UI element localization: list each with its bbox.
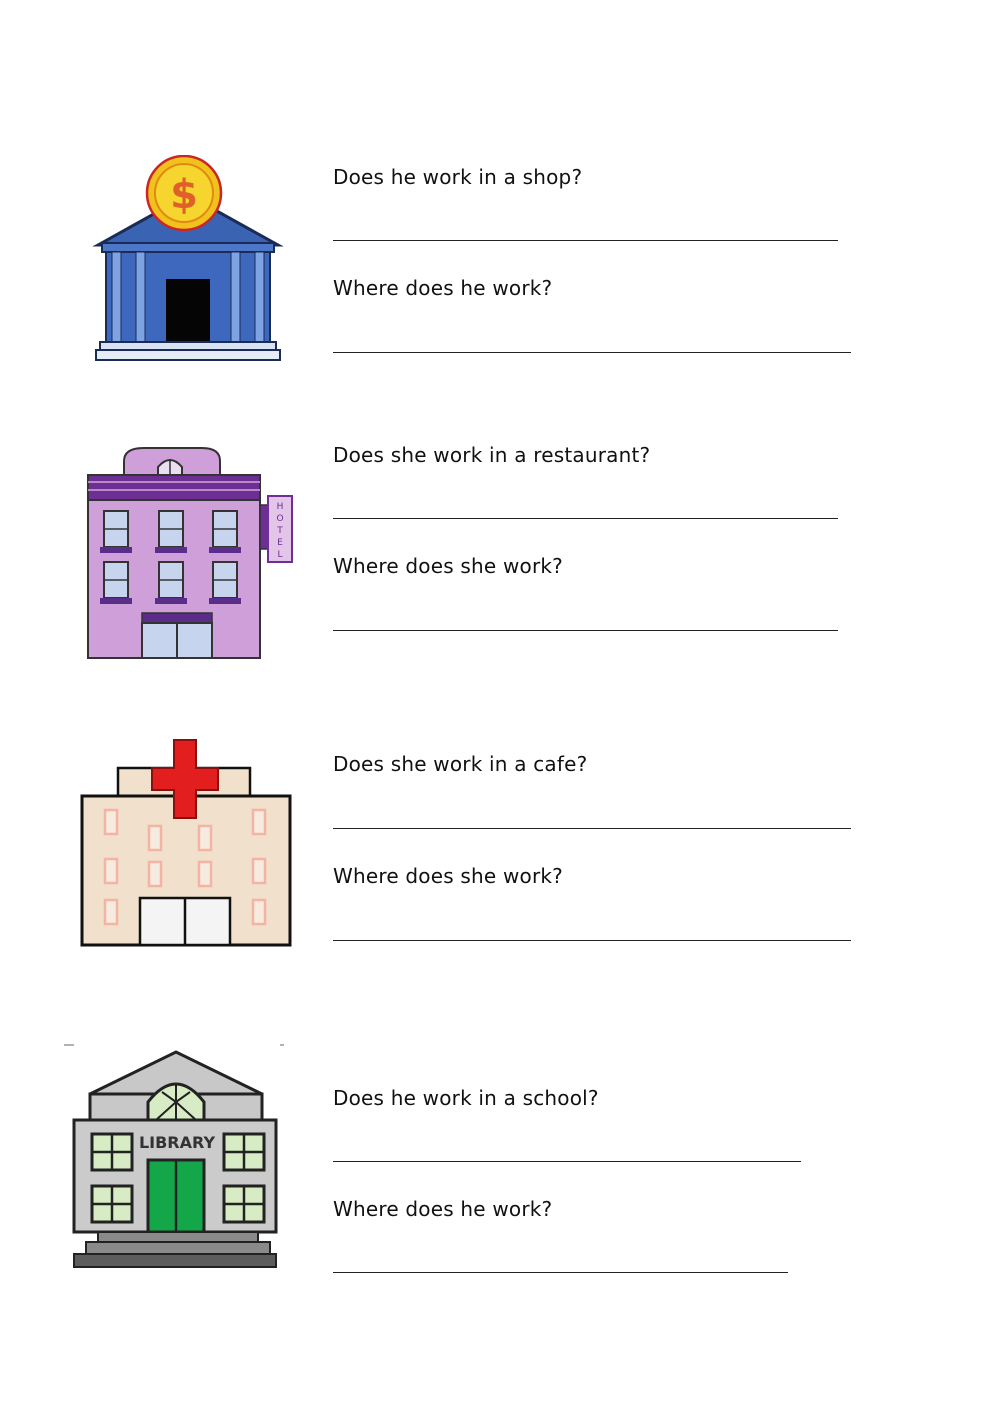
answer-line[interactable] — [333, 240, 838, 241]
answer-line[interactable] — [333, 828, 851, 829]
answer-line[interactable] — [333, 940, 851, 941]
question-does-he-work-in-shop: Does he work in a shop? — [333, 165, 583, 189]
question-where-does-she-work: Where does she work? — [333, 554, 563, 578]
library-icon — [62, 1044, 284, 1272]
answer-line[interactable] — [333, 630, 838, 631]
answer-line[interactable] — [333, 518, 838, 519]
question-where-does-she-work: Where does she work? — [333, 864, 563, 888]
question-where-does-he-work: Where does he work? — [333, 1197, 553, 1221]
answer-line[interactable] — [333, 352, 851, 353]
question-does-he-work-in-school: Does he work in a school? — [333, 1086, 599, 1110]
library-sign: LIBRARY — [138, 1133, 216, 1152]
hospital-icon — [78, 738, 294, 950]
question-does-she-work-in-restaurant: Does she work in a restaurant? — [333, 443, 651, 467]
answer-line[interactable] — [333, 1161, 801, 1162]
hotel-icon — [84, 445, 296, 663]
svg-text:$: $ — [170, 172, 198, 218]
question-where-does-he-work: Where does he work? — [333, 276, 553, 300]
bank-icon — [92, 155, 284, 373]
hotel-sign: H O T E L — [276, 502, 284, 560]
question-does-she-work-in-cafe: Does she work in a cafe? — [333, 752, 588, 776]
answer-line[interactable] — [333, 1272, 788, 1273]
